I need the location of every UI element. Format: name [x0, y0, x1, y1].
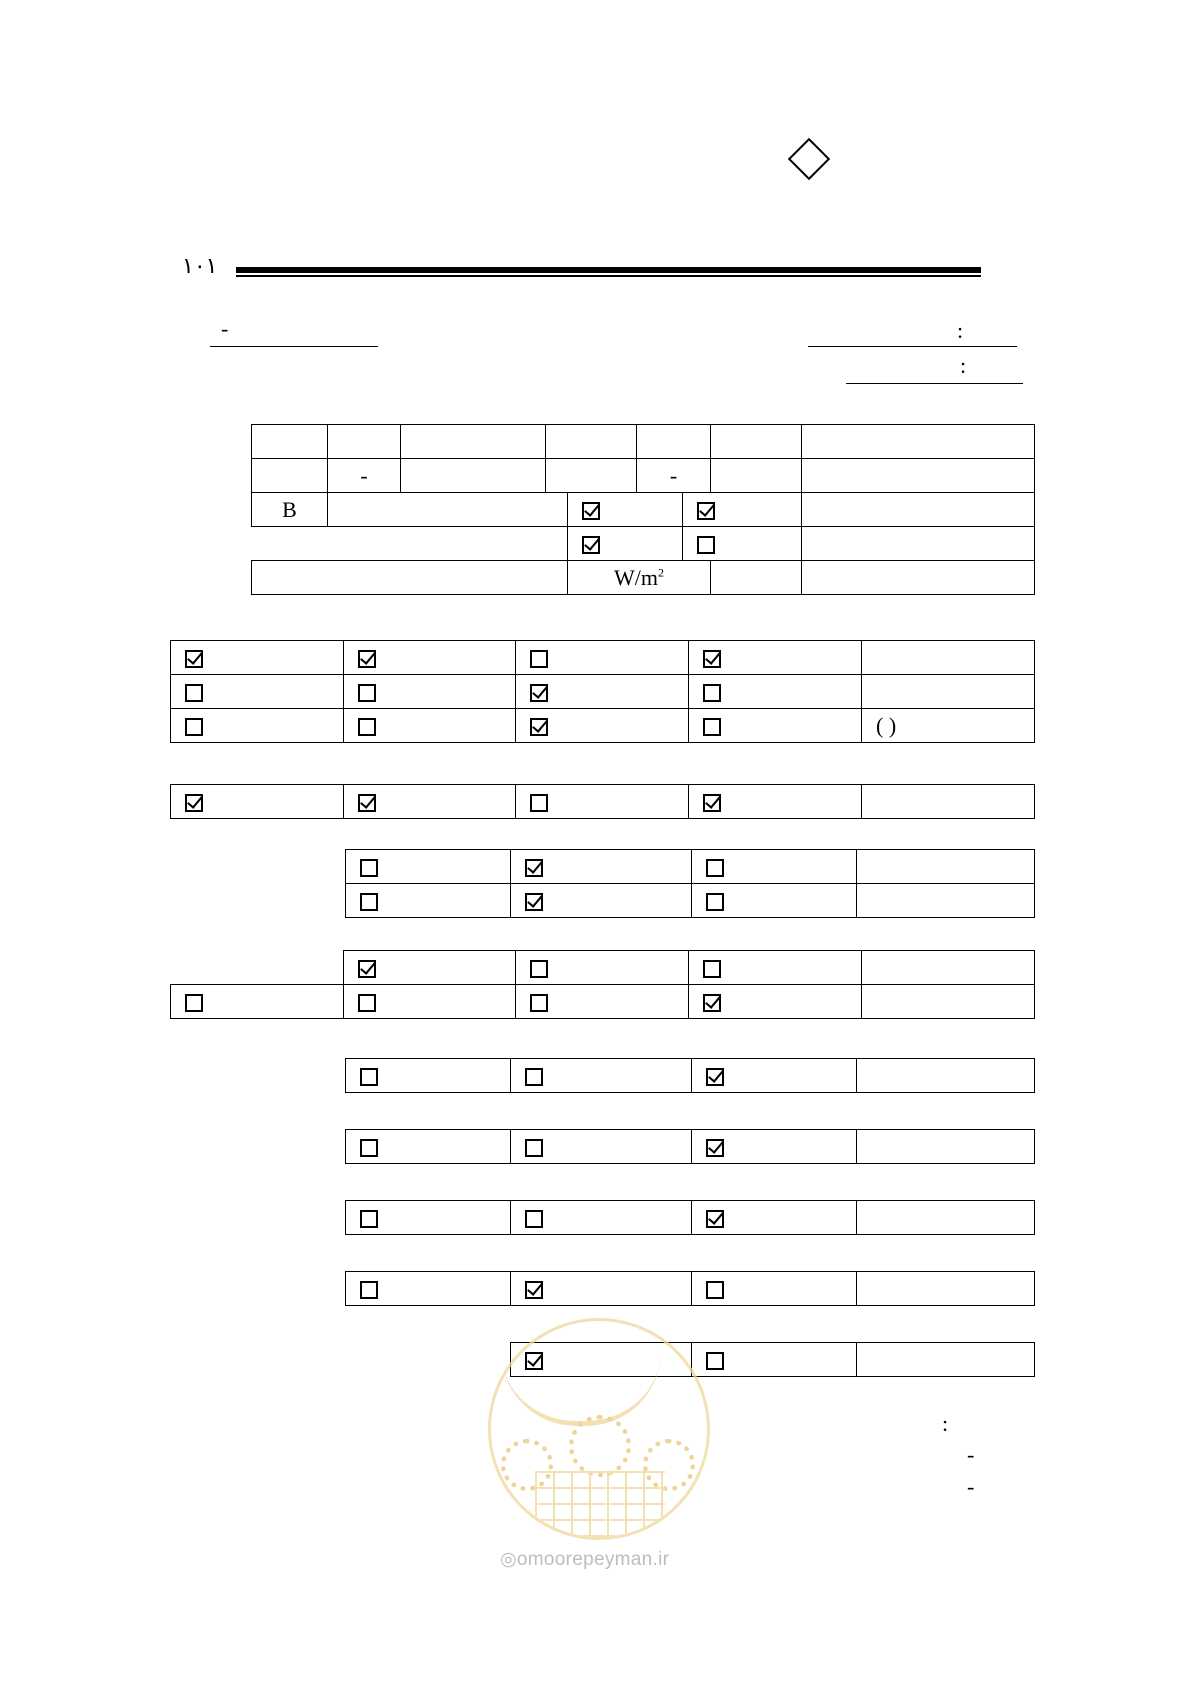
field-colon: : [957, 318, 964, 343]
gear-icon [569, 1415, 631, 1477]
table-row [252, 425, 1035, 459]
check-table [345, 1271, 1035, 1306]
checkbox-checked[interactable] [530, 684, 548, 702]
checkbox-checked[interactable] [706, 1139, 724, 1157]
checkbox-unchecked[interactable] [525, 1210, 543, 1228]
table-row [346, 1059, 1035, 1093]
check-table [170, 640, 1035, 743]
table-row [346, 850, 1035, 884]
checkbox-unchecked[interactable] [360, 1281, 378, 1299]
field-line-left [210, 346, 378, 347]
checkbox-checked[interactable] [358, 960, 376, 978]
footer-dash: - [967, 1474, 975, 1499]
header-rule-thin [236, 275, 981, 277]
grade-cell: B [252, 493, 328, 527]
field-dash: - [221, 316, 229, 341]
field-line-right [808, 346, 1017, 347]
checkbox-checked[interactable] [358, 650, 376, 668]
watermark-grid [535, 1471, 665, 1537]
table-row [171, 985, 1035, 1019]
table-row [346, 1201, 1035, 1235]
checkbox-unchecked[interactable] [185, 718, 203, 736]
check-table [345, 849, 1035, 918]
checkbox-checked[interactable] [582, 502, 600, 520]
checkbox-checked[interactable] [525, 1281, 543, 1299]
checkbox-unchecked[interactable] [185, 994, 203, 1012]
checkbox-unchecked[interactable] [360, 1210, 378, 1228]
watermark-swoosh [501, 1351, 661, 1426]
check-table [170, 950, 1035, 1019]
check-table [345, 1058, 1035, 1093]
checkbox-unchecked[interactable] [706, 1352, 724, 1370]
table-row [252, 527, 1035, 561]
checkbox-unchecked[interactable] [697, 536, 715, 554]
checkbox-unchecked[interactable] [360, 1068, 378, 1086]
unit-label: W/m [614, 564, 658, 590]
checkbox-unchecked[interactable] [706, 1281, 724, 1299]
checkbox-unchecked[interactable] [360, 859, 378, 877]
table-row [346, 884, 1035, 918]
checkbox-checked[interactable] [703, 650, 721, 668]
check-table [345, 1200, 1035, 1235]
checkbox-checked[interactable] [703, 994, 721, 1012]
field-line-right-2 [846, 383, 1023, 384]
checkbox-unchecked[interactable] [530, 960, 548, 978]
checkbox-unchecked[interactable] [530, 650, 548, 668]
paren-cell: ( ) [862, 709, 1035, 743]
checkbox-checked[interactable] [530, 718, 548, 736]
watermark-text: ◎omoorepeyman.ir [500, 1549, 670, 1570]
checkbox-unchecked[interactable] [358, 994, 376, 1012]
checkbox-checked[interactable] [185, 650, 203, 668]
checkbox-unchecked[interactable] [703, 684, 721, 702]
checkbox-unchecked[interactable] [185, 684, 203, 702]
header-rule [236, 267, 981, 273]
dash-cell: - [637, 459, 711, 493]
table-row [252, 459, 1035, 493]
footer-dash: - [967, 1442, 975, 1467]
checkbox-unchecked[interactable] [525, 1068, 543, 1086]
checkbox-checked[interactable] [525, 859, 543, 877]
checkbox-unchecked[interactable] [703, 960, 721, 978]
checkbox-checked[interactable] [697, 502, 715, 520]
checkbox-unchecked[interactable] [358, 684, 376, 702]
checkbox-unchecked[interactable] [358, 718, 376, 736]
table-row [346, 1130, 1035, 1164]
checkbox-checked[interactable] [525, 893, 543, 911]
checkbox-unchecked[interactable] [706, 859, 724, 877]
checkbox-unchecked[interactable] [703, 718, 721, 736]
checkbox-unchecked[interactable] [530, 994, 548, 1012]
diamond-icon [788, 138, 830, 180]
checkbox-unchecked[interactable] [360, 893, 378, 911]
checkbox-checked[interactable] [358, 794, 376, 812]
table-row [171, 641, 1035, 675]
checkbox-unchecked[interactable] [706, 893, 724, 911]
checkbox-checked[interactable] [706, 1068, 724, 1086]
checkbox-checked[interactable] [582, 536, 600, 554]
watermark-seal [488, 1318, 710, 1540]
checkbox-checked[interactable] [703, 794, 721, 812]
checkbox-unchecked[interactable] [360, 1139, 378, 1157]
unit-cell [568, 561, 711, 595]
table-row [171, 709, 1035, 743]
page-number: ۱۰۱ [182, 253, 218, 278]
footer-colon: : [942, 1411, 949, 1436]
watermark-site: omoorepeyman.ir [516, 1549, 670, 1570]
checkbox-unchecked[interactable] [530, 794, 548, 812]
unit-sup: 2 [658, 565, 664, 580]
checkbox-checked[interactable] [706, 1210, 724, 1228]
table-row [252, 493, 1035, 527]
check-table [345, 1129, 1035, 1164]
checkbox-unchecked[interactable] [525, 1139, 543, 1157]
check-table [170, 784, 1035, 819]
table-row [171, 951, 1035, 985]
table-row [346, 1272, 1035, 1306]
table-row [171, 785, 1035, 819]
table-row [252, 561, 1035, 595]
table-row [171, 675, 1035, 709]
checkbox-checked[interactable] [185, 794, 203, 812]
field-colon: : [960, 353, 967, 378]
dash-cell: - [328, 459, 401, 493]
info-table [251, 424, 1035, 595]
